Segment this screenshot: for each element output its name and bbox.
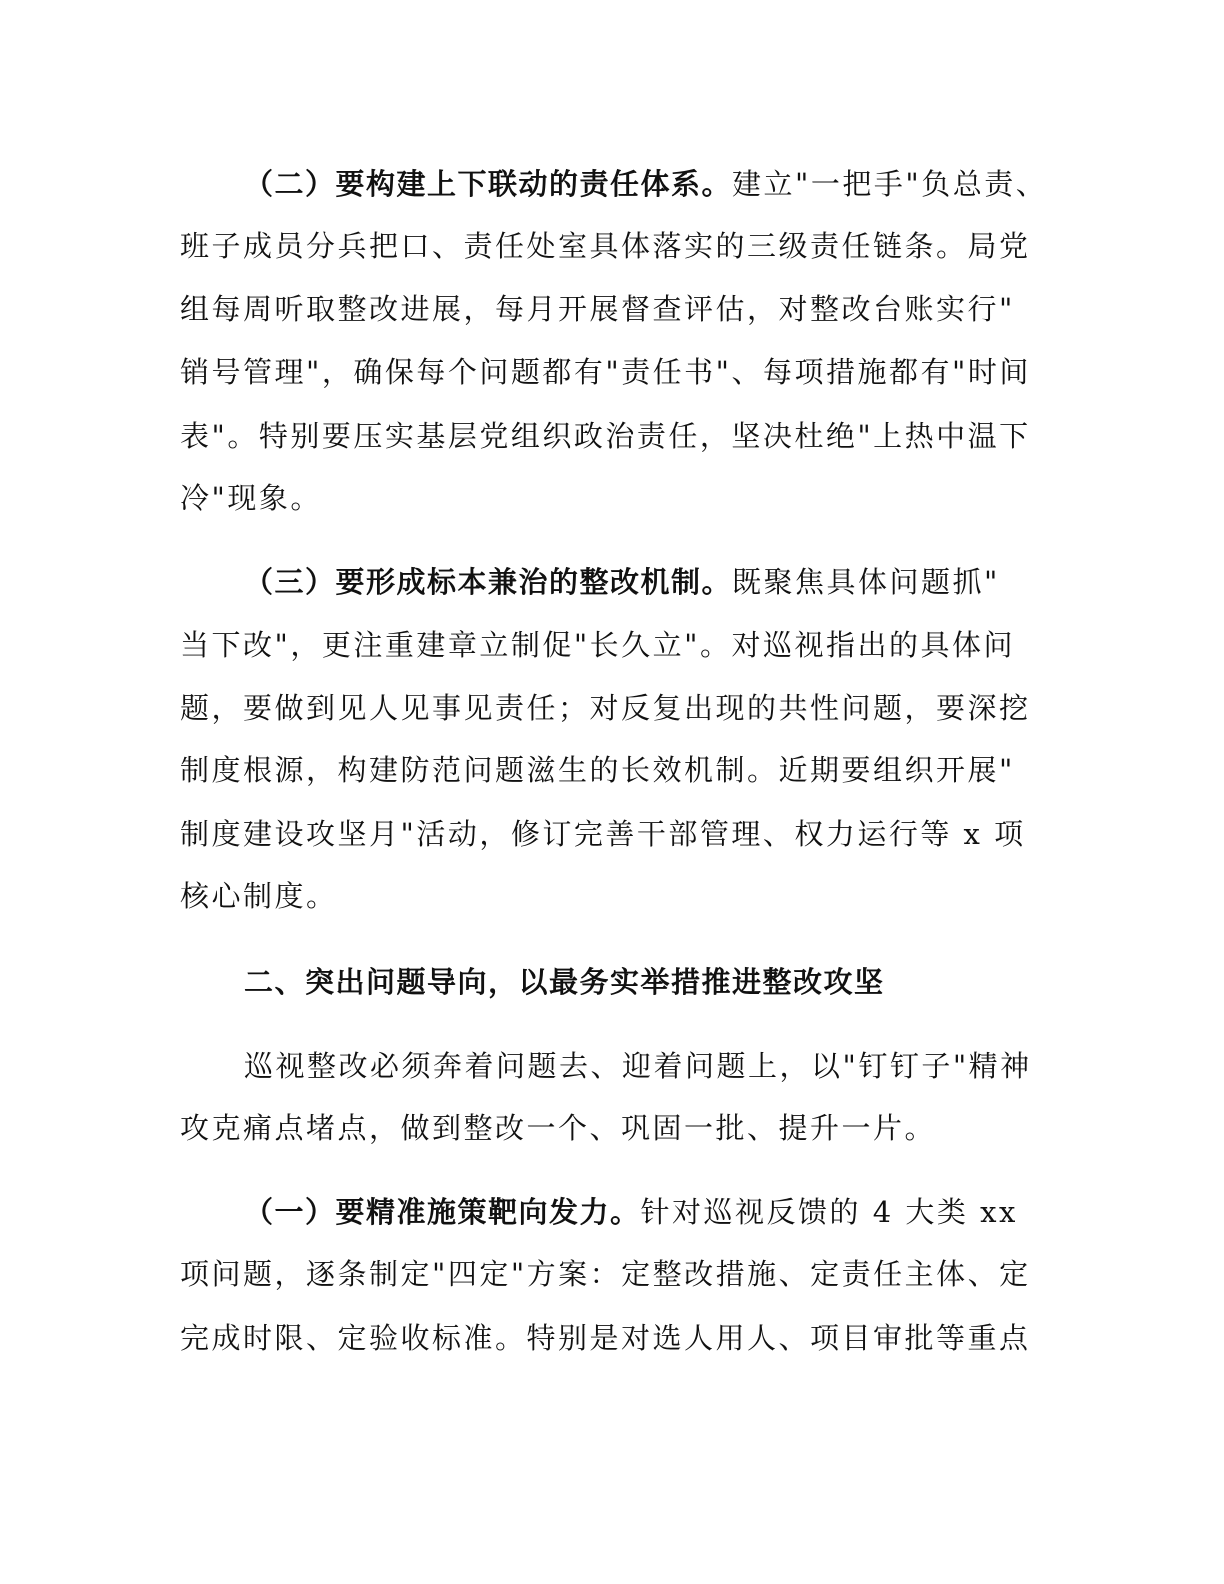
paragraph-3-line-5: 制度建设攻坚月"活动，修订完善干部管理、权力运行等 x 项 <box>180 817 1026 851</box>
paragraph-4-text: 针对巡视反馈的 4 大类 xx <box>640 1195 1018 1229</box>
paragraph-2-line-4: 销号管理"，确保每个问题都有"责任书"、每项措施都有"时间 <box>180 355 1031 389</box>
paragraph-2-line-2: 班子成员分兵把口、责任处室具体落实的三级责任链条。局党 <box>180 229 1031 263</box>
paragraph-3-line-4: 制度根源，构建防范问题滋生的长效机制。近期要组织开展" <box>180 753 1015 787</box>
paragraph-2-line-3: 组每周听取整改进展，每月开展督查评估，对整改台账实行" <box>180 292 1015 326</box>
paragraph-3-line-3: 题，要做到见人见事见责任；对反复出现的共性问题，要深挖 <box>180 691 1031 725</box>
intro-line-1: 巡视整改必须奔着问题去、迎着问题上，以"钉钉子"精神 <box>244 1049 1032 1083</box>
paragraph-3-line-1 <box>244 560 1000 604</box>
paragraph-4-line-2: 项问题，逐条制定"四定"方案：定整改措施、定责任主体、定 <box>180 1257 1031 1291</box>
paragraph-2-line-1 <box>244 162 1047 206</box>
paragraph-4-line-3: 完成时限、定验收标准。特别是对选人用人、项目审批等重点 <box>180 1321 1031 1355</box>
paragraph-2-line-6: 冷"现象。 <box>180 481 322 515</box>
paragraph-2-heading: （二）要构建上下联动的责任体系。 <box>244 167 733 201</box>
paragraph-3-text: 既聚焦具体问题抓" <box>732 565 1000 599</box>
paragraph-2-line-5: 表"。特别要压实基层党组织政治责任，坚决杜绝"上热中温下 <box>180 419 1031 453</box>
section-heading: 二、突出问题导向，以最务实举措推进整改攻坚 <box>244 965 885 999</box>
intro-line-2: 攻克痛点堵点，做到整改一个、巩固一批、提升一片。 <box>180 1111 937 1145</box>
paragraph-4-line-1 <box>244 1190 1018 1234</box>
paragraph-3-line-2: 当下改"，更注重建章立制促"长久立"。对巡视指出的具体问 <box>180 628 1016 662</box>
paragraph-3-heading: （三）要形成标本兼治的整改机制。 <box>244 565 733 599</box>
paragraph-2-text: 建立"一把手"负总责、 <box>732 167 1048 201</box>
paragraph-4-heading: （一）要精准施策靶向发力。 <box>244 1195 641 1229</box>
paragraph-3-line-6: 核心制度。 <box>180 879 338 913</box>
